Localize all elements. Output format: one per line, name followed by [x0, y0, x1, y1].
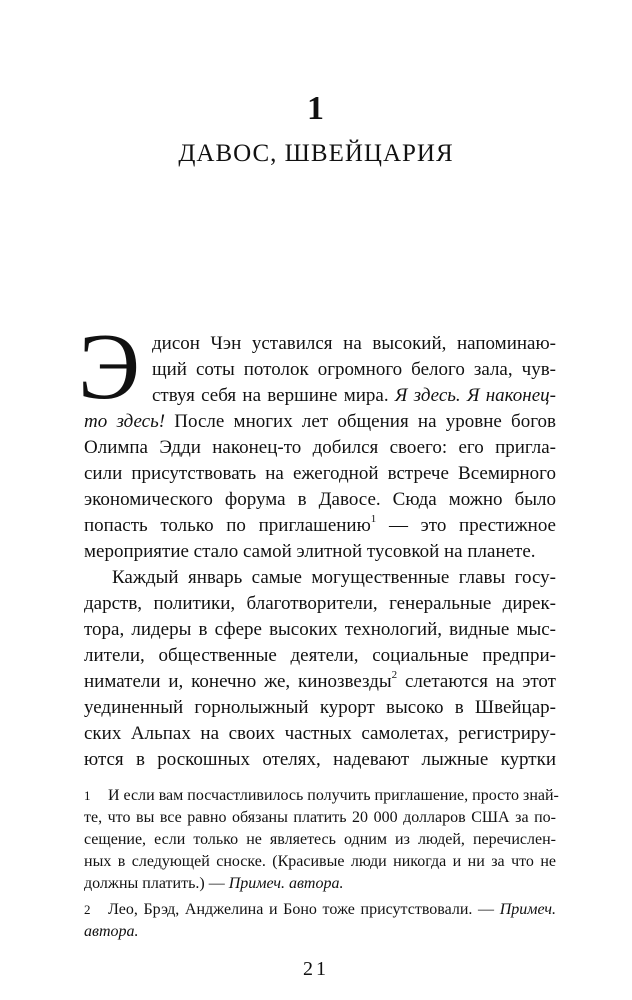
- text-line: тора, лидеры в сфере высоких технологий, видные мыс-: [84, 619, 556, 640]
- footnote-ref: 2: [391, 668, 398, 681]
- footnote-line: те, что вы все равно обязаны платить 20 000 долларов США за по-: [84, 809, 556, 826]
- text-line: ются в роскошных отелях, надевают лыжные куртки: [84, 749, 556, 770]
- text-fragment: Лео, Брэд, Анджелина и Боно тоже присутствовали. —: [108, 901, 495, 918]
- footnote-line: [84, 921, 556, 943]
- text-line: экономического форума в Давосе. Сюда можно было: [84, 489, 556, 510]
- italic-fragment: то здесь!: [84, 411, 166, 432]
- text-line: дарств, политики, благотворители, генеральные дирек-: [84, 593, 556, 614]
- italic-fragment: автора.: [84, 923, 139, 940]
- text-line: мероприятие стало самой элитной тусовкой на планете.: [84, 541, 536, 562]
- text-line: ских Альпах на своих частных самолетах, регистриру-: [84, 723, 556, 744]
- text-line: [152, 383, 556, 409]
- footnote-line: [84, 873, 556, 895]
- text-line: щий соты потолок огромного белого зала, чув-: [152, 359, 556, 380]
- page-number: 21: [303, 958, 329, 980]
- footnote-marker: 2: [84, 902, 91, 917]
- text-line: уединенный горнолыжный курорт высоко в Швейцар-: [84, 697, 556, 718]
- text-line: [84, 669, 556, 695]
- text-fragment: слетаются на этот: [405, 671, 556, 692]
- text-fragment: должны платить.) —: [84, 875, 225, 892]
- footnote-line: ных в следующей сноске. (Красивые люди никогда и ни за что не: [84, 853, 556, 870]
- text-line: дисон Чэн уставился на высокий, напоминаю-: [152, 333, 556, 354]
- footnote-line: [108, 899, 556, 921]
- text-line: сили присутствовать на ежегодной встрече Всемирного: [84, 463, 556, 484]
- italic-fragment: Примеч.: [499, 901, 557, 918]
- italic-fragment: Примеч. автора.: [228, 875, 344, 892]
- italic-fragment: Я здесь. Я наконец-: [394, 385, 556, 406]
- text-fragment: После многих лет общения на уровне богов: [174, 411, 556, 432]
- text-line: Каждый январь самые могущественные главы госу-: [112, 567, 556, 588]
- footnote-ref: 1: [370, 512, 377, 525]
- chapter-title: ДАВОС, ШВЕЙЦАРИЯ: [178, 140, 454, 167]
- text-fragment: попасть только по приглашению: [84, 515, 371, 536]
- footnote-marker: 1: [84, 788, 91, 803]
- text-line: лители, общественные деятели, социальные предпри-: [84, 645, 556, 666]
- text-line: Олимпа Эдди наконец-то добился своего: его пригла-: [84, 437, 556, 458]
- text-fragment: — это престижное: [388, 515, 556, 536]
- text-line: [84, 409, 556, 435]
- text-fragment: ниматели и, конечно же, кинозвезды: [84, 671, 392, 692]
- text-line: [84, 513, 556, 539]
- footnote-line: И если вам посчастливилось получить приглашение, просто знай-: [108, 787, 559, 804]
- chapter-number: 1: [307, 90, 325, 127]
- drop-cap: Э: [78, 315, 141, 419]
- footnote-line: сещение, если только не являетесь одним из людей, перечислен-: [84, 831, 556, 848]
- text-fragment: ствуя себя на вершине мира.: [152, 385, 389, 406]
